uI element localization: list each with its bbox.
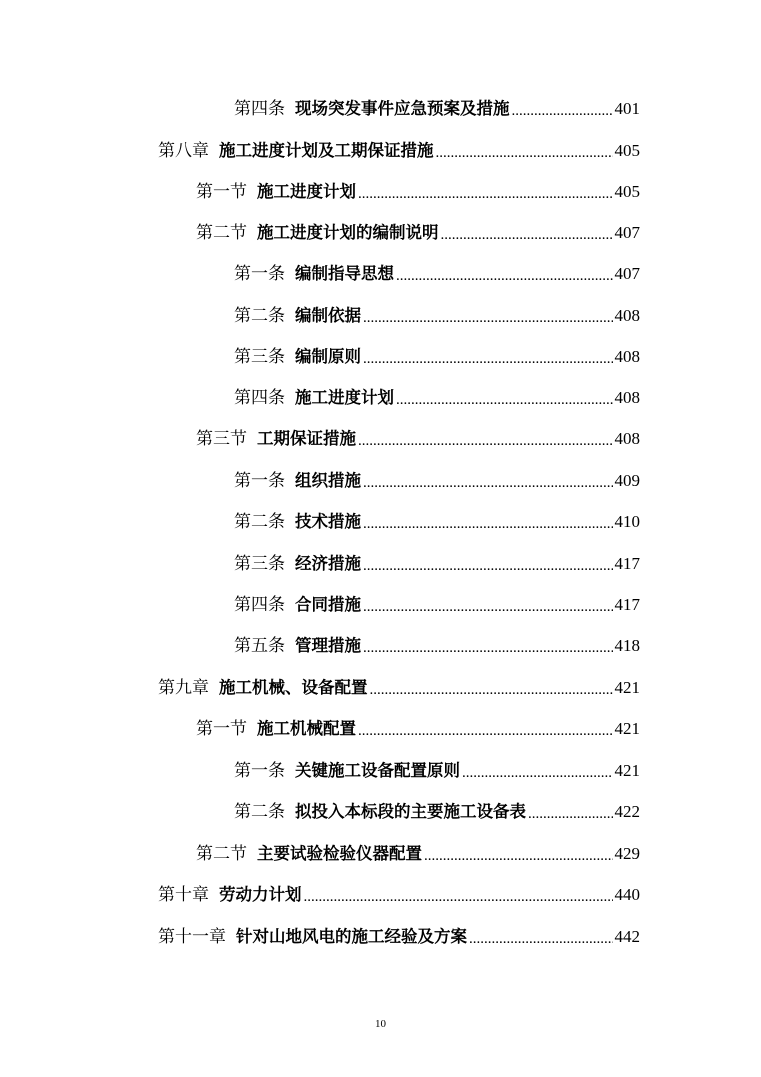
toc-entry-page: 405 (614, 182, 640, 201)
toc-entry-number: 第十章 (158, 885, 209, 905)
toc-leader-dots (363, 637, 613, 659)
toc-entry-page: 417 (614, 554, 640, 573)
toc-leader-dots (370, 679, 613, 701)
toc-entry-title: 施工机械配置 (257, 719, 356, 738)
toc-entry-title: 施工机械、设备配置 (219, 678, 368, 697)
toc-entry-number: 第三条 (234, 554, 285, 574)
toc-entry[interactable] (234, 385, 640, 411)
toc-entry-page: 417 (614, 595, 640, 614)
toc-leader-dots (363, 472, 613, 494)
toc-entry-title: 针对山地风电的施工经验及方案 (236, 927, 467, 946)
toc-entry[interactable] (234, 509, 640, 535)
toc-entry-number: 第二条 (234, 512, 285, 532)
toc-entry[interactable] (196, 179, 640, 205)
toc-entry-title: 现场突发事件应急预案及措施 (295, 99, 510, 118)
toc-entry-page: 408 (614, 429, 640, 448)
toc-entry[interactable] (234, 799, 640, 825)
toc-entry-number: 第三条 (234, 347, 285, 367)
toc-entry-page: 410 (614, 512, 640, 531)
toc-entry-page: 408 (614, 306, 640, 325)
toc-leader-dots (436, 142, 613, 164)
toc-entry-page: 421 (614, 719, 640, 738)
toc-entry[interactable] (196, 220, 640, 246)
toc-leader-dots (528, 803, 613, 825)
toc-entry-number: 第四条 (234, 99, 285, 119)
toc-entry-number: 第十一章 (158, 927, 226, 947)
toc-entry-number: 第二条 (234, 802, 285, 822)
page-number: 10 (375, 1018, 386, 1030)
toc-entry-title: 编制指导思想 (295, 264, 394, 283)
toc-entry-number: 第一条 (234, 264, 285, 284)
toc-leader-dots (363, 513, 613, 535)
toc-entry-title: 主要试验检验仪器配置 (257, 844, 422, 863)
toc-entry-number: 第三节 (196, 429, 247, 449)
toc-leader-dots (358, 183, 613, 205)
toc-entry-number: 第四条 (234, 388, 285, 408)
toc-entry-page: 422 (614, 802, 640, 821)
toc-entry-title: 编制依据 (295, 306, 361, 325)
toc-entry-title: 合同措施 (295, 595, 361, 614)
toc-leader-dots (396, 389, 613, 411)
toc-entry-title: 经济措施 (295, 554, 361, 573)
toc-entry-page: 409 (614, 471, 640, 490)
toc-leader-dots (358, 430, 613, 452)
toc-entry-page: 429 (614, 844, 640, 863)
toc-entry-page: 407 (614, 223, 640, 242)
toc-leader-dots (363, 555, 613, 577)
toc-entry[interactable] (234, 96, 640, 122)
toc-entry-title: 管理措施 (295, 636, 361, 655)
toc-leader-dots (469, 928, 613, 950)
toc-entry-page: 418 (614, 636, 640, 655)
toc-entry[interactable] (234, 633, 640, 659)
toc-entry-number: 第四条 (234, 595, 285, 615)
toc-entry[interactable] (158, 882, 640, 908)
toc-entry-title: 工期保证措施 (257, 429, 356, 448)
toc-entry-number: 第八章 (158, 141, 209, 161)
toc-entry-page: 421 (614, 761, 640, 780)
toc-entry-page: 408 (614, 347, 640, 366)
toc-entry-number: 第五条 (234, 636, 285, 656)
toc-entry-title: 组织措施 (295, 471, 361, 490)
toc-entry-title: 技术措施 (295, 512, 361, 531)
toc-entry-number: 第九章 (158, 678, 209, 698)
toc-entry-title: 施工进度计划 (257, 182, 356, 201)
toc-entry-number: 第二条 (234, 306, 285, 326)
toc-entry-page: 401 (614, 99, 640, 118)
toc-entry-page: 440 (614, 885, 640, 904)
toc-entry[interactable] (234, 261, 640, 287)
toc-entry-number: 第一节 (196, 719, 247, 739)
toc-entry-page: 408 (614, 388, 640, 407)
toc-entry[interactable] (196, 716, 640, 742)
toc-entry-page: 442 (614, 927, 640, 946)
toc-entry-number: 第一条 (234, 471, 285, 491)
toc-entry-page: 405 (614, 141, 640, 160)
toc-entry-title: 施工进度计划的编制说明 (257, 223, 439, 242)
toc-entry[interactable] (158, 675, 640, 701)
toc-entry-page: 407 (614, 264, 640, 283)
toc-entry[interactable] (234, 344, 640, 370)
toc-entry[interactable] (196, 426, 640, 452)
toc-leader-dots (424, 845, 613, 867)
toc-entry-page: 421 (614, 678, 640, 697)
toc-entry-number: 第一条 (234, 761, 285, 781)
toc-entry-title: 编制原则 (295, 347, 361, 366)
toc-entry-title: 拟投入本标段的主要施工设备表 (295, 802, 526, 821)
toc-leader-dots (512, 100, 613, 122)
toc-leader-dots (363, 348, 613, 370)
toc-entry-title: 施工进度计划及工期保证措施 (219, 141, 434, 160)
toc-entry[interactable] (234, 303, 640, 329)
toc-entry[interactable] (196, 841, 640, 867)
toc-entry-number: 第二节 (196, 844, 247, 864)
toc-leader-dots (441, 224, 613, 246)
toc-entry-title: 劳动力计划 (219, 885, 302, 904)
toc-entry[interactable] (234, 758, 640, 784)
toc-leader-dots (363, 596, 613, 618)
toc-entry[interactable] (158, 924, 640, 950)
toc-leader-dots (304, 886, 613, 908)
toc-entry-title: 施工进度计划 (295, 388, 394, 407)
toc-entry[interactable] (158, 138, 640, 164)
toc-entry-number: 第二节 (196, 223, 247, 243)
toc-entry[interactable] (234, 592, 640, 618)
toc-leader-dots (358, 720, 613, 742)
toc-entry[interactable] (234, 468, 640, 494)
toc-leader-dots (363, 307, 613, 329)
toc-leader-dots (462, 762, 613, 784)
toc-entry-number: 第一节 (196, 182, 247, 202)
toc-entry-title: 关键施工设备配置原则 (295, 761, 460, 780)
toc-entry[interactable] (234, 551, 640, 577)
toc-leader-dots (396, 265, 613, 287)
